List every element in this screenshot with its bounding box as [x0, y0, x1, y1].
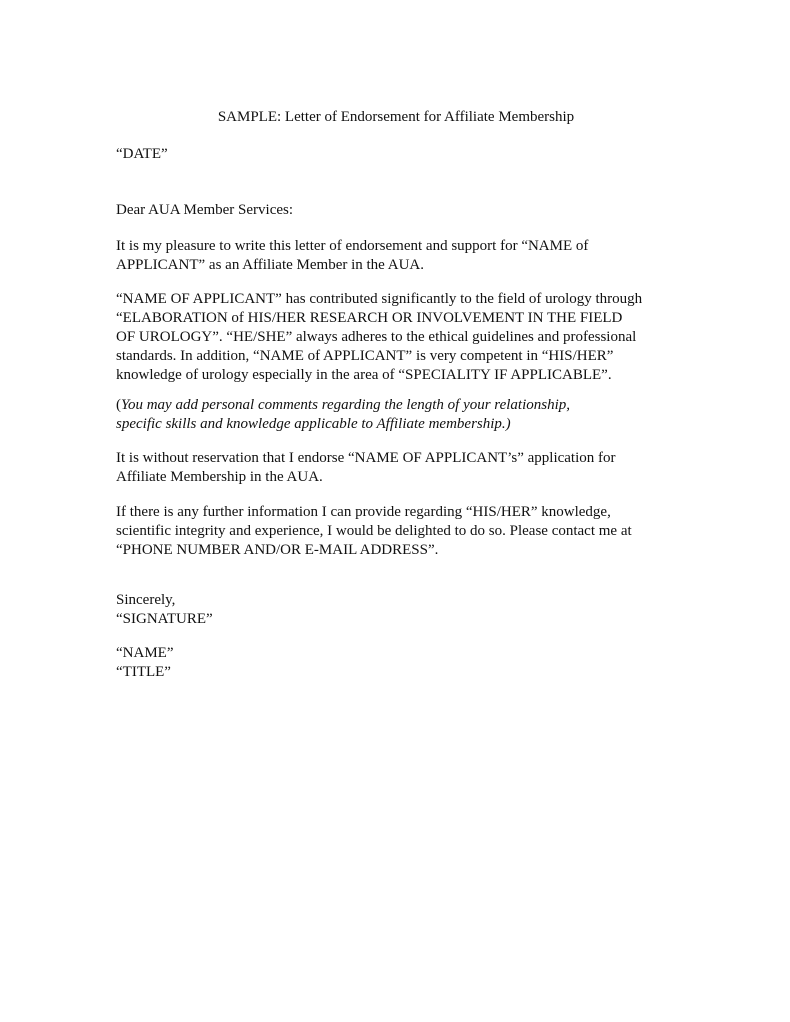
closing-block [116, 591, 676, 629]
paragraph-line: “ELABORATION of HIS/HER RESEARCH OR INVOLVEMENT IN THE FIELD [116, 310, 623, 326]
note-open-paren: ( [116, 397, 121, 413]
signature-placeholder: “SIGNATURE” [116, 611, 213, 627]
paragraph-contact [116, 503, 676, 560]
signer-block [116, 644, 676, 682]
paragraph-line: knowledge of urology especially in the area of “SPECIALITY IF APPLICABLE”. [116, 367, 612, 383]
date-placeholder: “DATE” [116, 146, 168, 162]
paragraph-line: If there is any further information I can provide regarding “HIS/HER” knowledge, [116, 504, 611, 520]
salutation: Dear AUA Member Services: [116, 202, 294, 218]
paragraph-line: It is my pleasure to write this letter of endorsement and support for “NAME of [116, 238, 589, 254]
paragraph-line: “NAME OF APPLICANT” has contributed significantly to the field of urology through [116, 291, 643, 307]
signer-name: “NAME” [116, 645, 174, 661]
paragraph-endorsement [116, 449, 676, 487]
paragraph-endorsement-intro [116, 237, 676, 275]
date-line [116, 145, 676, 164]
paragraph-contributions [116, 290, 676, 385]
paragraph-line: standards. In addition, “NAME of APPLICANT” is very competent in “HIS/HER” [116, 348, 614, 364]
valediction: Sincerely, [116, 592, 176, 608]
paragraph-line: OF UROLOGY”. “HE/SHE” always adheres to the ethical guidelines and professional [116, 329, 637, 345]
paragraph-line: Affiliate Membership in the AUA. [116, 469, 323, 485]
personal-comments-note [116, 396, 676, 434]
document-title: SAMPLE: Letter of Endorsement for Affiliate Membership [217, 109, 575, 125]
note-line [116, 396, 676, 415]
paragraph-line: It is without reservation that I endorse “NAME OF APPLICANT’s” application for [116, 450, 616, 466]
paragraph-line: “PHONE NUMBER AND/OR E-MAIL ADDRESS”. [116, 542, 439, 558]
note-line: specific skills and knowledge applicable to Affiliate membership.) [116, 416, 511, 432]
note-line-text: You may add personal comments regarding the length of your relationship, [121, 397, 571, 413]
signer-title: “TITLE” [116, 664, 171, 680]
salutation-block [116, 201, 676, 220]
paragraph-line: APPLICANT” as an Affiliate Member in the AUA. [116, 257, 425, 273]
paragraph-line: scientific integrity and experience, I would be delighted to do so. Please contact me at [116, 523, 632, 539]
